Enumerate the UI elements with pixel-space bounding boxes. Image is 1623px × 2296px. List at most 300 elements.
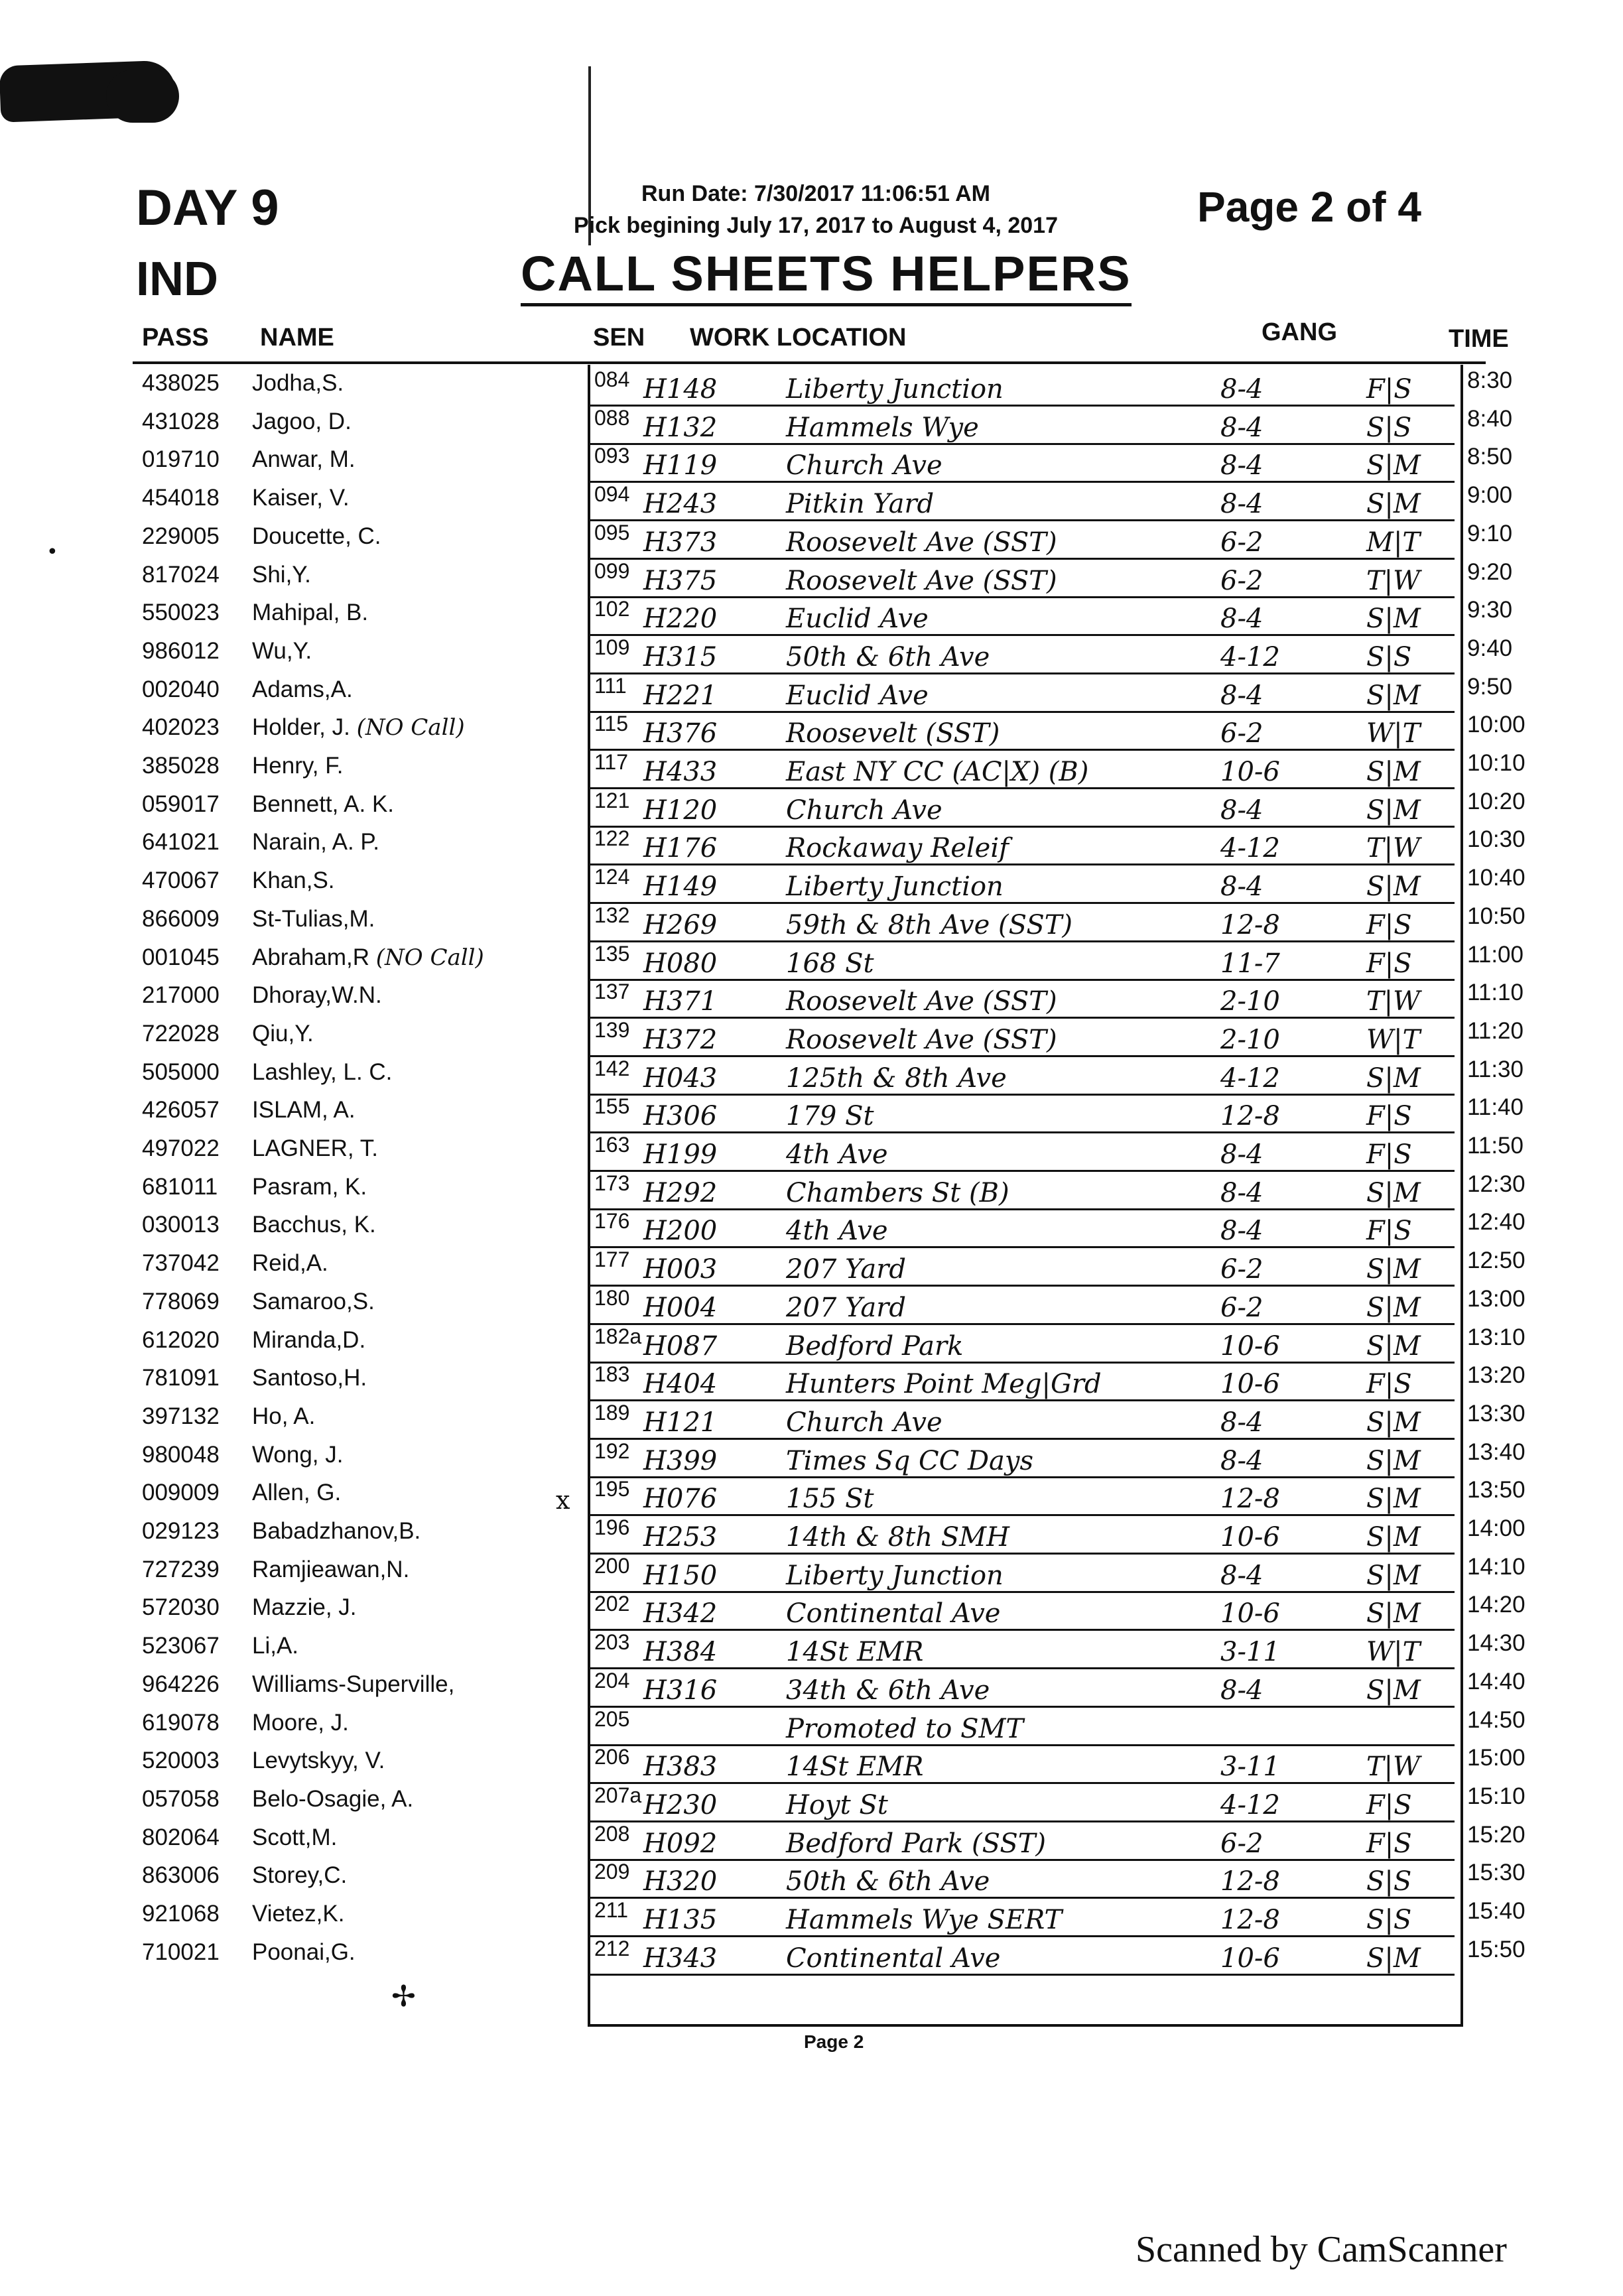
row-underline xyxy=(590,1974,1455,1976)
table-row xyxy=(0,1247,1623,1286)
gang-hours: 10-6 xyxy=(1220,1943,1280,1974)
sen-cell: 182a xyxy=(594,1324,642,1348)
sen-cell: 135 xyxy=(594,941,630,966)
table-row xyxy=(0,1783,1623,1822)
time-cell: 9:20 xyxy=(1467,558,1513,585)
gang-hours: 10-6 xyxy=(1220,1522,1280,1553)
work-location: Bedford Park (SST) xyxy=(786,1828,1047,1859)
pass-cell: 029123 xyxy=(142,1518,220,1544)
gang-hours: 2-10 xyxy=(1220,1024,1280,1055)
gang-hours: 12-8 xyxy=(1220,1484,1280,1515)
rest-days: S|M xyxy=(1366,1445,1421,1476)
assignment-code: H316 xyxy=(643,1675,718,1706)
time-cell: 14:40 xyxy=(1467,1668,1526,1694)
sen-cell: 142 xyxy=(594,1056,630,1080)
pass-cell: 802064 xyxy=(142,1824,220,1850)
sen-cell: 084 xyxy=(594,367,630,391)
work-location: East NY CC (AC|X) (B) xyxy=(786,757,1089,787)
table-row xyxy=(0,903,1623,942)
work-location: 4th Ave xyxy=(786,1139,888,1170)
gang-hours: 4-12 xyxy=(1220,1062,1280,1094)
name-cell: Vietez,K. xyxy=(252,1901,345,1927)
gang-hours: 4-12 xyxy=(1220,641,1280,672)
table-row xyxy=(0,1094,1623,1133)
gang-hours: 8-4 xyxy=(1220,450,1264,481)
pass-cell: 980048 xyxy=(142,1441,220,1468)
assignment-code: H306 xyxy=(643,1101,718,1132)
name-cell: Santoso,H. xyxy=(252,1365,367,1391)
assignment-code: H372 xyxy=(643,1024,718,1055)
run-info xyxy=(531,178,1101,241)
table-row xyxy=(0,1707,1623,1746)
table-row xyxy=(0,559,1623,598)
gang-hours: 12-8 xyxy=(1220,909,1280,940)
pass-cell: 863006 xyxy=(142,1862,220,1889)
assignment-code: H004 xyxy=(643,1292,718,1323)
table-row xyxy=(0,406,1623,444)
pass-cell: 505000 xyxy=(142,1058,220,1085)
assignment-code: H383 xyxy=(643,1752,718,1783)
work-location: 14St EMR xyxy=(786,1637,924,1668)
assignment-code: H342 xyxy=(643,1598,718,1629)
assignment-code: H220 xyxy=(643,604,718,635)
gang-hours: 3-11 xyxy=(1220,1637,1280,1668)
rest-days: F|S xyxy=(1366,1216,1412,1247)
division-label: IND xyxy=(136,253,218,306)
sen-cell: 139 xyxy=(594,1017,630,1042)
gang-hours: 8-4 xyxy=(1220,489,1264,520)
gang-hours: 8-4 xyxy=(1220,1139,1264,1170)
time-cell: 9:10 xyxy=(1467,520,1513,546)
pick-range: Pick begining July 17, 2017 to August 4, 2017 xyxy=(573,213,1058,238)
table-row xyxy=(0,1133,1623,1171)
assignment-code: H221 xyxy=(643,680,718,711)
sen-cell: 205 xyxy=(594,1706,630,1731)
table-row xyxy=(0,750,1623,789)
rest-days: S|M xyxy=(1366,680,1421,711)
work-location: 125th & 8th Ave xyxy=(786,1062,1007,1094)
time-cell: 12:30 xyxy=(1467,1171,1526,1197)
work-location: Continental Ave xyxy=(786,1598,1001,1629)
sen-cell: 155 xyxy=(594,1094,630,1119)
sen-cell: 115 xyxy=(594,712,629,736)
gang-hours: 8-4 xyxy=(1220,412,1264,443)
name-cell: Samaroo,S. xyxy=(252,1288,375,1314)
time-cell: 13:00 xyxy=(1467,1285,1526,1312)
time-cell: 8:40 xyxy=(1467,405,1513,432)
table-row xyxy=(0,521,1623,559)
sen-cell: 202 xyxy=(594,1592,630,1616)
name-cell: Wu,Y. xyxy=(252,637,312,664)
work-location: Roosevelt Ave (SST) xyxy=(786,986,1057,1017)
pass-cell: 002040 xyxy=(142,676,220,702)
pass-cell: 781091 xyxy=(142,1365,220,1391)
rest-days: S|M xyxy=(1366,1330,1421,1362)
assignment-code: H087 xyxy=(643,1330,718,1362)
gang-hours: 8-4 xyxy=(1220,871,1264,903)
redaction-blot xyxy=(106,70,179,123)
gang-hours: 10-6 xyxy=(1220,1330,1280,1362)
name-cell: Lashley, L. C. xyxy=(252,1058,393,1085)
name-cell: Doucette, C. xyxy=(252,523,381,549)
sen-cell: 206 xyxy=(594,1745,630,1769)
work-location: Bedford Park xyxy=(786,1330,964,1362)
table-row xyxy=(0,980,1623,1018)
assignment-code: H292 xyxy=(643,1177,718,1208)
table-row xyxy=(0,597,1623,635)
time-cell: 10:30 xyxy=(1467,826,1526,853)
gang-hours: 6-2 xyxy=(1220,718,1264,749)
work-location: Hammels Wye SERT xyxy=(786,1905,1063,1935)
gang-hours: 8-4 xyxy=(1220,795,1264,826)
name-text: Holder, J. xyxy=(252,714,350,741)
time-cell: 10:20 xyxy=(1467,788,1526,814)
rest-days: T|W xyxy=(1366,986,1421,1017)
pass-cell: 710021 xyxy=(142,1939,220,1965)
stray-mark: • xyxy=(46,541,58,564)
pass-cell: 030013 xyxy=(142,1212,220,1238)
sen-cell: 212 xyxy=(594,1936,630,1960)
table-row xyxy=(0,1209,1623,1247)
name-text: Abraham,R xyxy=(252,944,370,970)
time-cell: 11:20 xyxy=(1467,1017,1524,1044)
day-label: DAY 9 xyxy=(136,180,279,236)
sen-cell: 095 xyxy=(594,520,630,544)
table-row xyxy=(0,1401,1623,1439)
assignment-code: H092 xyxy=(643,1828,718,1859)
name-cell: Wong, J. xyxy=(252,1441,344,1468)
work-location: Roosevelt (SST) xyxy=(786,718,1000,749)
rest-days: F|S xyxy=(1366,1139,1412,1170)
table-border-bottom xyxy=(588,2024,1463,2027)
assignment-code: H176 xyxy=(643,833,718,864)
gang-hours: 12-8 xyxy=(1220,1866,1280,1897)
time-cell: 10:00 xyxy=(1467,712,1526,738)
table-row xyxy=(0,1171,1623,1210)
name-cell: Bacchus, K. xyxy=(252,1212,376,1238)
column-header-pass: PASS xyxy=(142,324,209,351)
work-location: Hunters Point Meg|Grd xyxy=(786,1369,1102,1400)
sen-cell: 137 xyxy=(594,980,630,1004)
name-cell: Allen, G. xyxy=(252,1480,342,1506)
name-cell: Babadzhanov,B. xyxy=(252,1518,421,1544)
assignment-code: H148 xyxy=(643,374,718,405)
work-location: 14th & 8th SMH xyxy=(786,1522,1010,1553)
gang-hours: 8-4 xyxy=(1220,680,1264,711)
page-indicator: Page 2 of 4 xyxy=(1197,183,1421,231)
table-row xyxy=(0,1554,1623,1592)
column-header-sen: SEN xyxy=(593,324,645,351)
gang-hours: 10-6 xyxy=(1220,1369,1280,1400)
run-date: Run Date: 7/30/2017 11:06:51 AM xyxy=(641,181,990,206)
work-location: 50th & 6th Ave xyxy=(786,641,990,672)
time-cell: 10:40 xyxy=(1467,865,1526,891)
table-row xyxy=(0,367,1623,406)
table-row xyxy=(0,789,1623,827)
rest-days: S|M xyxy=(1366,1177,1421,1208)
name-cell: Williams-Superville, xyxy=(252,1671,455,1697)
sen-cell: 207a xyxy=(594,1783,642,1807)
time-cell: 14:20 xyxy=(1467,1592,1526,1618)
assignment-code: H132 xyxy=(643,412,718,443)
rest-days: S|M xyxy=(1366,871,1421,903)
pass-cell: 438025 xyxy=(142,370,220,396)
rest-days: S|M xyxy=(1366,1522,1421,1553)
name-cell: Scott,M. xyxy=(252,1824,338,1850)
handwritten-note: (NO Call) xyxy=(356,714,465,741)
rest-days: S|M xyxy=(1366,1484,1421,1515)
table-row xyxy=(0,1937,1623,1975)
name-cell xyxy=(252,944,484,971)
name-cell: Shi,Y. xyxy=(252,561,311,588)
scanner-watermark: Scanned by CamScanner xyxy=(1136,2229,1507,2270)
pass-cell: 817024 xyxy=(142,561,220,588)
work-location: 168 St xyxy=(786,948,874,979)
rest-days: T|W xyxy=(1366,1752,1421,1783)
name-cell: Storey,C. xyxy=(252,1862,348,1889)
name-cell: Pasram, K. xyxy=(252,1173,367,1200)
time-cell: 8:50 xyxy=(1467,444,1513,470)
name-cell: Bennett, A. K. xyxy=(252,791,395,817)
gang-hours: 6-2 xyxy=(1220,565,1264,596)
sen-cell: 211 xyxy=(594,1898,629,1922)
pass-cell: 470067 xyxy=(142,867,220,894)
table-row xyxy=(0,1592,1623,1630)
time-cell: 12:40 xyxy=(1467,1209,1526,1236)
time-cell: 13:40 xyxy=(1467,1438,1526,1465)
time-cell: 15:20 xyxy=(1467,1821,1526,1848)
assignment-code: H200 xyxy=(643,1216,718,1247)
work-location: 207 Yard xyxy=(786,1254,906,1285)
time-cell: 9:40 xyxy=(1467,635,1513,661)
name-cell: Dhoray,W.N. xyxy=(252,982,382,1009)
assignment-code: H080 xyxy=(643,948,718,979)
column-header-name: NAME xyxy=(260,324,334,351)
time-cell: 11:10 xyxy=(1467,980,1524,1006)
pass-cell: 059017 xyxy=(142,791,220,817)
header-rule xyxy=(133,361,1486,364)
rest-days: F|S xyxy=(1366,1369,1412,1400)
rest-days: S|M xyxy=(1366,1254,1421,1285)
table-row xyxy=(0,1515,1623,1554)
work-location: 207 Yard xyxy=(786,1292,906,1323)
assignment-code: H076 xyxy=(643,1484,718,1515)
name-cell: Mahipal, B. xyxy=(252,600,369,626)
time-cell: 8:30 xyxy=(1467,367,1513,393)
table-row xyxy=(0,674,1623,712)
assignment-code: H121 xyxy=(643,1407,718,1438)
work-location: Hammels Wye xyxy=(786,412,979,443)
gang-hours: 3-11 xyxy=(1220,1752,1280,1783)
pass-cell: 619078 xyxy=(142,1709,220,1736)
column-header-time: TIME xyxy=(1449,325,1509,353)
name-cell: Reid,A. xyxy=(252,1250,328,1277)
name-cell: Qiu,Y. xyxy=(252,1020,314,1047)
time-cell: 10:50 xyxy=(1467,903,1526,929)
table-row xyxy=(0,1286,1623,1324)
gang-hours: 8-4 xyxy=(1220,1560,1264,1591)
assignment-code: H120 xyxy=(643,795,718,826)
table-row xyxy=(0,1860,1623,1898)
pass-cell: 550023 xyxy=(142,600,220,626)
gang-hours: 8-4 xyxy=(1220,1445,1264,1476)
work-location: Hoyt St xyxy=(786,1789,888,1820)
sen-cell: 088 xyxy=(594,405,630,430)
name-cell: Adams,A. xyxy=(252,676,353,702)
assignment-code: H384 xyxy=(643,1637,718,1668)
pass-cell: 009009 xyxy=(142,1480,220,1506)
work-location: 14St EMR xyxy=(786,1752,924,1783)
assignment-code: H135 xyxy=(643,1905,718,1935)
table-row xyxy=(0,1362,1623,1401)
time-cell: 15:50 xyxy=(1467,1936,1526,1962)
name-cell: Narain, A. P. xyxy=(252,829,379,856)
column-header-work-location: WORK LOCATION xyxy=(690,324,907,351)
pass-cell: 426057 xyxy=(142,1097,220,1123)
assignment-code: H230 xyxy=(643,1789,718,1820)
time-cell: 13:50 xyxy=(1467,1477,1526,1503)
assignment-code: H373 xyxy=(643,527,718,558)
time-cell: 12:50 xyxy=(1467,1247,1526,1274)
table-row xyxy=(0,1630,1623,1669)
rest-days: S|M xyxy=(1366,450,1421,481)
name-cell: Khan,S. xyxy=(252,867,335,894)
rest-days: S|M xyxy=(1366,1062,1421,1094)
rest-days: T|W xyxy=(1366,565,1421,596)
table-row xyxy=(0,482,1623,521)
work-location: Euclid Ave xyxy=(786,680,929,711)
rest-days: F|S xyxy=(1366,948,1412,979)
assignment-code: H399 xyxy=(643,1445,718,1476)
sen-cell: 094 xyxy=(594,482,630,507)
work-location: Rockaway Releif xyxy=(786,833,1009,864)
time-cell: 13:20 xyxy=(1467,1362,1526,1389)
gang-hours: 10-6 xyxy=(1220,1598,1280,1629)
assignment-code: H199 xyxy=(643,1139,718,1170)
pass-cell: 520003 xyxy=(142,1748,220,1774)
sen-cell: 209 xyxy=(594,1860,630,1884)
gang-hours: 6-2 xyxy=(1220,1828,1264,1859)
name-cell: LAGNER, T. xyxy=(252,1135,378,1161)
rest-days: F|S xyxy=(1366,1789,1412,1820)
rest-days: S|M xyxy=(1366,489,1421,520)
work-location: 4th Ave xyxy=(786,1216,888,1247)
time-cell: 9:00 xyxy=(1467,482,1513,509)
sen-cell: 111 xyxy=(594,673,627,698)
table-row xyxy=(0,1018,1623,1056)
assignment-code: H315 xyxy=(643,641,718,672)
assignment-code: H371 xyxy=(643,986,718,1017)
table-row xyxy=(0,1822,1623,1860)
assignment-code: H253 xyxy=(643,1522,718,1553)
work-location: Chambers St (B) xyxy=(786,1177,1009,1208)
sen-cell: 163 xyxy=(594,1133,630,1157)
table-row xyxy=(0,1439,1623,1478)
pass-cell: 612020 xyxy=(142,1326,220,1353)
pass-cell: 057058 xyxy=(142,1785,220,1812)
pass-cell: 921068 xyxy=(142,1901,220,1927)
name-cell: Belo-Osagie, A. xyxy=(252,1785,414,1812)
pass-cell: 778069 xyxy=(142,1288,220,1314)
work-location: Continental Ave xyxy=(786,1943,1001,1974)
pass-cell: 402023 xyxy=(142,714,220,741)
rest-days: S|M xyxy=(1366,1560,1421,1591)
gang-hours: 8-4 xyxy=(1220,1177,1264,1208)
work-location: 34th & 6th Ave xyxy=(786,1675,990,1706)
work-location: Roosevelt Ave (SST) xyxy=(786,1024,1057,1055)
time-cell: 11:40 xyxy=(1467,1094,1524,1121)
table-row xyxy=(0,1745,1623,1783)
pass-cell: 641021 xyxy=(142,829,220,856)
rest-days: T|W xyxy=(1366,833,1421,864)
pass-cell: 722028 xyxy=(142,1020,220,1047)
name-cell: Jagoo, D. xyxy=(252,408,352,434)
sen-cell: 208 xyxy=(594,1821,630,1846)
gang-hours: 4-12 xyxy=(1220,1789,1280,1820)
work-location: 179 St xyxy=(786,1101,874,1132)
footer-page-label: Page 2 xyxy=(804,2031,864,2052)
work-location: Liberty Junction xyxy=(786,1560,1004,1591)
rest-days: S|M xyxy=(1366,757,1421,787)
name-cell: Levytskyy, V. xyxy=(252,1748,385,1774)
name-cell: Anwar, M. xyxy=(252,446,356,473)
rest-days: M|T xyxy=(1366,527,1421,558)
table-row xyxy=(0,826,1623,865)
time-cell: 13:10 xyxy=(1467,1324,1526,1350)
sen-cell: 204 xyxy=(594,1668,630,1692)
rest-days: S|M xyxy=(1366,1598,1421,1629)
work-location: Church Ave xyxy=(786,450,942,481)
time-cell: 15:30 xyxy=(1467,1860,1526,1886)
rest-days: F|S xyxy=(1366,1101,1412,1132)
work-location: Promoted to SMT xyxy=(786,1713,1024,1744)
sen-cell: 117 xyxy=(594,750,629,774)
work-location: 59th & 8th Ave (SST) xyxy=(786,909,1073,940)
assignment-code: H269 xyxy=(643,909,718,940)
rest-days: S|M xyxy=(1366,1407,1421,1438)
assignment-code: H320 xyxy=(643,1866,718,1897)
work-location: Church Ave xyxy=(786,1407,942,1438)
gang-hours: 6-2 xyxy=(1220,1254,1264,1285)
pass-cell: 217000 xyxy=(142,982,220,1009)
gang-hours: 11-7 xyxy=(1220,948,1280,979)
pass-cell: 866009 xyxy=(142,905,220,932)
rest-days: S|S xyxy=(1366,1866,1412,1897)
name-cell: St-Tulias,M. xyxy=(252,905,375,932)
name-cell: Poonai,G. xyxy=(252,1939,356,1965)
rest-days: S|S xyxy=(1366,1905,1412,1935)
pass-cell: 001045 xyxy=(142,944,220,970)
sen-cell: 183 xyxy=(594,1362,630,1387)
rest-days: S|S xyxy=(1366,412,1412,443)
gang-hours: 8-4 xyxy=(1220,604,1264,635)
pass-cell: 019710 xyxy=(142,446,220,473)
name-cell: Henry, F. xyxy=(252,753,344,779)
gang-hours: 6-2 xyxy=(1220,1292,1264,1323)
name-cell: Moore, J. xyxy=(252,1709,349,1736)
pass-cell: 523067 xyxy=(142,1633,220,1659)
gang-hours: 8-4 xyxy=(1220,374,1264,405)
assignment-code: H376 xyxy=(643,718,718,749)
table-row xyxy=(0,712,1623,750)
assignment-code: H150 xyxy=(643,1560,718,1591)
sen-cell: 173 xyxy=(594,1171,630,1195)
sen-cell: 099 xyxy=(594,558,630,583)
pass-cell: 572030 xyxy=(142,1594,220,1621)
time-cell: 15:40 xyxy=(1467,1898,1526,1924)
scribble-mark: ✢ xyxy=(391,1980,416,2013)
table-row xyxy=(0,1056,1623,1095)
